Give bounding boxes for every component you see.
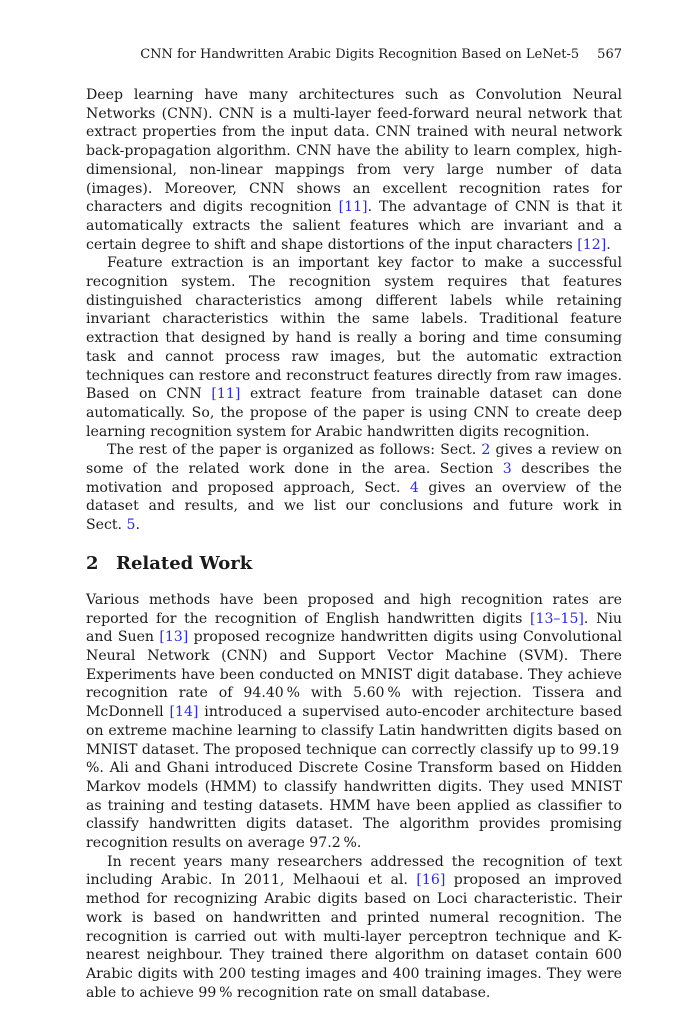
paragraph <box>86 853 622 1003</box>
citation-link[interactable]: [13] <box>159 629 189 646</box>
citation-link[interactable]: [11] <box>211 386 241 403</box>
paragraph-text: gives an overview of the dataset and results, and we list our conclusions and future work in Sect. <box>86 479 622 534</box>
paragraph-text: extract feature from trainable dataset can done automatically. So, the propose of the paper is using CNN to create deep learning recognition system for Arabic handwritten digits recognition. <box>86 386 622 440</box>
citation-link[interactable]: 2 <box>481 442 491 459</box>
paragraph <box>86 254 622 441</box>
paragraph-text: Various methods have been proposed and high recognition rates are reported for the recognition of English handwritten digits <box>86 591 622 627</box>
citation-link[interactable]: [12] <box>577 236 607 253</box>
paragraph-text: The rest of the paper is organized as follows: Sect. <box>107 442 482 459</box>
running-header <box>86 47 622 63</box>
paragraph-text: gives a review on some of the related work done in the area. Section <box>86 442 623 478</box>
citation-link[interactable]: [11] <box>338 199 368 216</box>
running-title: CNN for Handwritten Arabic Digits Recognition Based on LeNet-5 <box>140 47 580 62</box>
paragraph <box>86 86 622 254</box>
citation-link[interactable]: [13–15] <box>530 610 584 627</box>
citation-link[interactable]: [16] <box>416 872 446 889</box>
paragraph-text: describes the motivation and proposed approach, Sect. <box>86 461 623 496</box>
paragraph-text: . The advantage of CNN is that it automatically extracts the salient features which are invariant and a certain degree to shift and shape distortions of the input characters <box>86 199 622 253</box>
section-number: 2 <box>86 552 99 574</box>
citation-link[interactable]: [14] <box>169 704 199 721</box>
paragraph-text: In recent years many researchers addressed the recognition of text including Arabic. In 2011, Melhaoui et al. <box>86 853 622 889</box>
paragraph-text: proposed recognize handwritten digits using Convolutional Neural Network (CNN) and Support Vector Machine (SVM). There Experiments have been conducted on MNIST digit database. They achieve recognition rate of 94.40 % with 5.60 % with rejection. Tissera and McDonnell <box>86 629 622 721</box>
paragraph-text: . Niu and Suen <box>86 610 622 646</box>
section-title: Related Work <box>116 552 253 574</box>
paragraph-text: introduced a supervised auto-encoder architecture based on extreme machine learning to classify Latin handwritten digits based on MNIST dataset. The proposed technique can correctly classify up to 99.19 %. Ali and Ghani introduced Discrete Cosine Transform based on Hidden Markov models (HMM) to classify handwritten digits. They used MNIST as training and testing datasets. HMM have been applied as classifier to classify handwritten digits dataset. The algorithm provides promising recognition results on average 97.2 %. <box>86 704 622 852</box>
citation-link[interactable]: 4 <box>409 479 419 496</box>
citation-link[interactable]: 5 <box>126 517 136 534</box>
page-number: 567 <box>597 47 622 62</box>
paragraph <box>86 591 622 853</box>
paragraph-text: . <box>135 517 140 534</box>
paragraph-text: Deep learning have many architectures such as Convolution Neural Networks (CNN). CNN is a multi-layer feed-forward neural network that extract properties from the input data. CNN trained with neural network back-propagation algorithm. CNN have the ability to learn complex, high-dimensional, non-linear mappings from very large number of data (images). Moreover, CNN shows an excellent recognition rates for characters and digits recognition <box>86 87 622 216</box>
paragraph-text: proposed an improved method for recognizing Arabic digits based on Loci characteristic. Their work is based on handwritten and printed numeral recognition. The recognition is carried out with multi-layer perceptron technique and K-nearest neighbour. They trained there algorithm on dataset contain 600 Arabic digits with 200 testing images and 400 training images. They were able to achieve 99 % recognition rate on small database. <box>86 872 622 1001</box>
page-body <box>86 86 622 1002</box>
section-heading <box>86 553 622 575</box>
paragraph <box>86 441 622 535</box>
citation-link[interactable]: 3 <box>502 461 512 478</box>
paragraph-text: Feature extraction is an important key factor to make a successful recognition system. The recognition system requires that features distinguished characteristics among different labels while retaining invariant characteristics within the same labels. Traditional feature extraction that designed by hand is really a boring and time consuming task and cannot process raw images, but the automatic extraction techniques can restore and reconstruct features directly from raw images. Based on CNN <box>86 255 622 403</box>
paragraph-text: . <box>606 236 611 253</box>
